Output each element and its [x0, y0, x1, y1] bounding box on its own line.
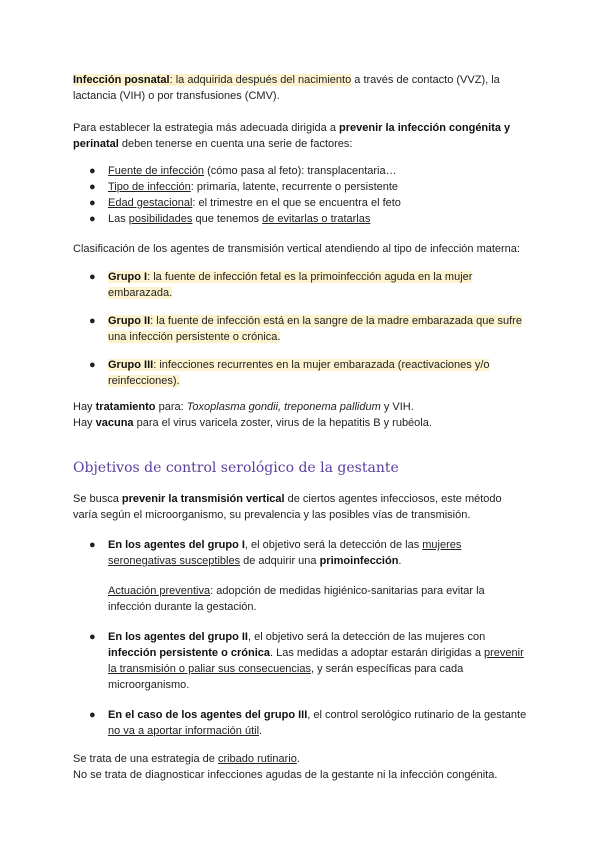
group-item [73, 269, 528, 301]
section-heading: Objetivos de control serológico de la gestante [73, 460, 399, 476]
bullet-icon: ● [89, 315, 96, 327]
factor-term: Fuente de infección [108, 165, 205, 177]
factor-lead: Las [108, 213, 129, 225]
treatment-mid: para: [155, 401, 187, 413]
groups-list [73, 269, 528, 389]
g2-underline: prevenir la transmisión o paliar sus consecuencias [108, 647, 524, 675]
objective-item-group-1 [73, 537, 528, 615]
g2-mid2: . Las medidas a adoptar estarán dirigidas a [270, 647, 485, 659]
factor-mid: que tenemos [192, 213, 263, 225]
group-name: Grupo III [108, 359, 154, 371]
factor-text: : el trimestre en el que se encuentra el feto [192, 197, 401, 209]
bullet-icon: ● [89, 181, 96, 193]
treatment-line [73, 399, 528, 415]
vaccine-bold: vacuna [95, 417, 134, 429]
g1-sub-rest: : adopción de medidas higiénico-sanitarias para evitar la infección durante la gestación. [108, 585, 485, 613]
g1-underline: mujeres seronegativas susceptibles [108, 539, 462, 567]
group-text: : la fuente de infección fetal es la primoinfección aguda en la mujer embarazada. [108, 271, 473, 299]
bullet-icon: ● [89, 631, 96, 643]
g3-end: . [259, 725, 263, 737]
objective-g1-text [108, 537, 528, 569]
g1-end: . [398, 555, 402, 567]
group-name: Grupo II [108, 315, 151, 327]
final1-underline: cribado rutinario [217, 753, 297, 765]
objective-item-group-2 [73, 629, 528, 693]
paragraph-classification: Clasificación de los agentes de transmisión vertical atendiendo al tipo de infección materna: [73, 243, 520, 255]
bullet-icon: ● [89, 709, 96, 721]
final-line-1 [73, 751, 528, 767]
objective-rest: de ciertos agentes infecciosos, este método varía según el microorganismo, su prevalencia y las posibles vías de transmisión. [73, 493, 502, 521]
factors-list [73, 163, 528, 227]
objective-bold: prevenir la transmisión vertical [121, 493, 285, 505]
vaccine-rest: para el virus varicela zoster, virus de la hepatitis B y rubéola. [133, 417, 432, 429]
bullet-icon: ● [89, 271, 96, 283]
final1-lead: Se trata de una estrategia de [73, 753, 218, 765]
g3-mid: , el control serológico rutinario de la gestante [307, 709, 527, 721]
group-text: : infecciones recurrentes en la mujer embarazada (reactivaciones y/o reinfecciones). [108, 359, 490, 387]
paragraph-strategy [73, 120, 528, 152]
bullet-icon: ● [89, 165, 96, 177]
highlight-text: la adquirida después del nacimiento [175, 74, 352, 86]
bullet-icon: ● [89, 539, 96, 551]
bullet-icon: ● [89, 197, 96, 209]
list-item [73, 163, 528, 179]
list-item [73, 179, 528, 195]
vaccine-lead: Hay [73, 417, 96, 429]
final-line-2: No se trata de diagnosticar infecciones agudas de la gestante ni la infección congénita. [73, 769, 498, 781]
list-item [73, 195, 528, 211]
factor-text: : primaria, latente, recurrente o persistente [190, 181, 399, 193]
g1-sub-underline: Actuación preventiva [108, 585, 211, 597]
strategy-bold: prevenir la infección congénita y perinatal [73, 122, 511, 150]
term-posnatal: Infección posnatal [73, 74, 170, 86]
factor-term: Edad gestacional [108, 197, 193, 209]
final1-end: . [296, 753, 300, 765]
objective-lead: Se busca [73, 493, 122, 505]
group-text: : la fuente de infección está en la sangre de la madre embarazada que sufre una infección persistente o crónica. [108, 315, 522, 343]
list-item [73, 211, 528, 227]
factor-term: Tipo de infección [108, 181, 191, 193]
factor-term: posibilidades [128, 213, 193, 225]
document-page [73, 72, 528, 783]
treatment-italic: Toxoplasma gondii, treponema pallidum [186, 401, 381, 413]
g2-bold: En los agentes del grupo II [108, 631, 248, 643]
bullet-icon: ● [89, 359, 96, 371]
objective-item-group-3 [73, 707, 528, 739]
group-item [73, 357, 528, 389]
posnatal-rest: a través de contacto (VVZ), la lactancia (VIH) o por transfusiones (CMV). [73, 74, 500, 102]
g3-bold: En el caso de los agentes del grupo III [108, 709, 308, 721]
group-item [73, 313, 528, 345]
g1-mid: , el objetivo será la detección de las [244, 539, 423, 551]
g1-bold: En los agentes del grupo I [108, 539, 245, 551]
objectives-list [73, 537, 528, 739]
g3-underline: no va a aportar información útil [108, 725, 260, 737]
treatment-lead: Hay [73, 401, 96, 413]
bullet-icon: ● [89, 213, 96, 225]
strategy-rest: deben tenerse en cuenta una serie de factores: [118, 138, 353, 150]
treatment-bold: tratamiento [95, 401, 156, 413]
objective-g1-sub [108, 583, 528, 615]
g2-bold2: infección persistente o crónica [108, 647, 270, 659]
treatment-rest: y VIH. [380, 401, 414, 413]
strategy-lead: Para establecer la estrategia más adecuada dirigida a [73, 122, 339, 134]
vaccine-line [73, 415, 528, 431]
paragraph-objective [73, 491, 528, 523]
factor-text: (cómo pasa al feto): transplacentaria… [204, 165, 397, 177]
g1-bold2: primoinfección [319, 555, 399, 567]
g2-mid: , el objetivo será la detección de las mujeres con [247, 631, 486, 643]
factor-term-2: de evitarlas o tratarlas [262, 213, 371, 225]
paragraph-posnatal [73, 72, 528, 104]
group-name: Grupo I [108, 271, 148, 283]
g2-end: , y serán específicas para cada microorganismo. [108, 663, 464, 691]
g1-mid2: de adquirir una [240, 555, 320, 567]
colon: : [169, 74, 176, 86]
